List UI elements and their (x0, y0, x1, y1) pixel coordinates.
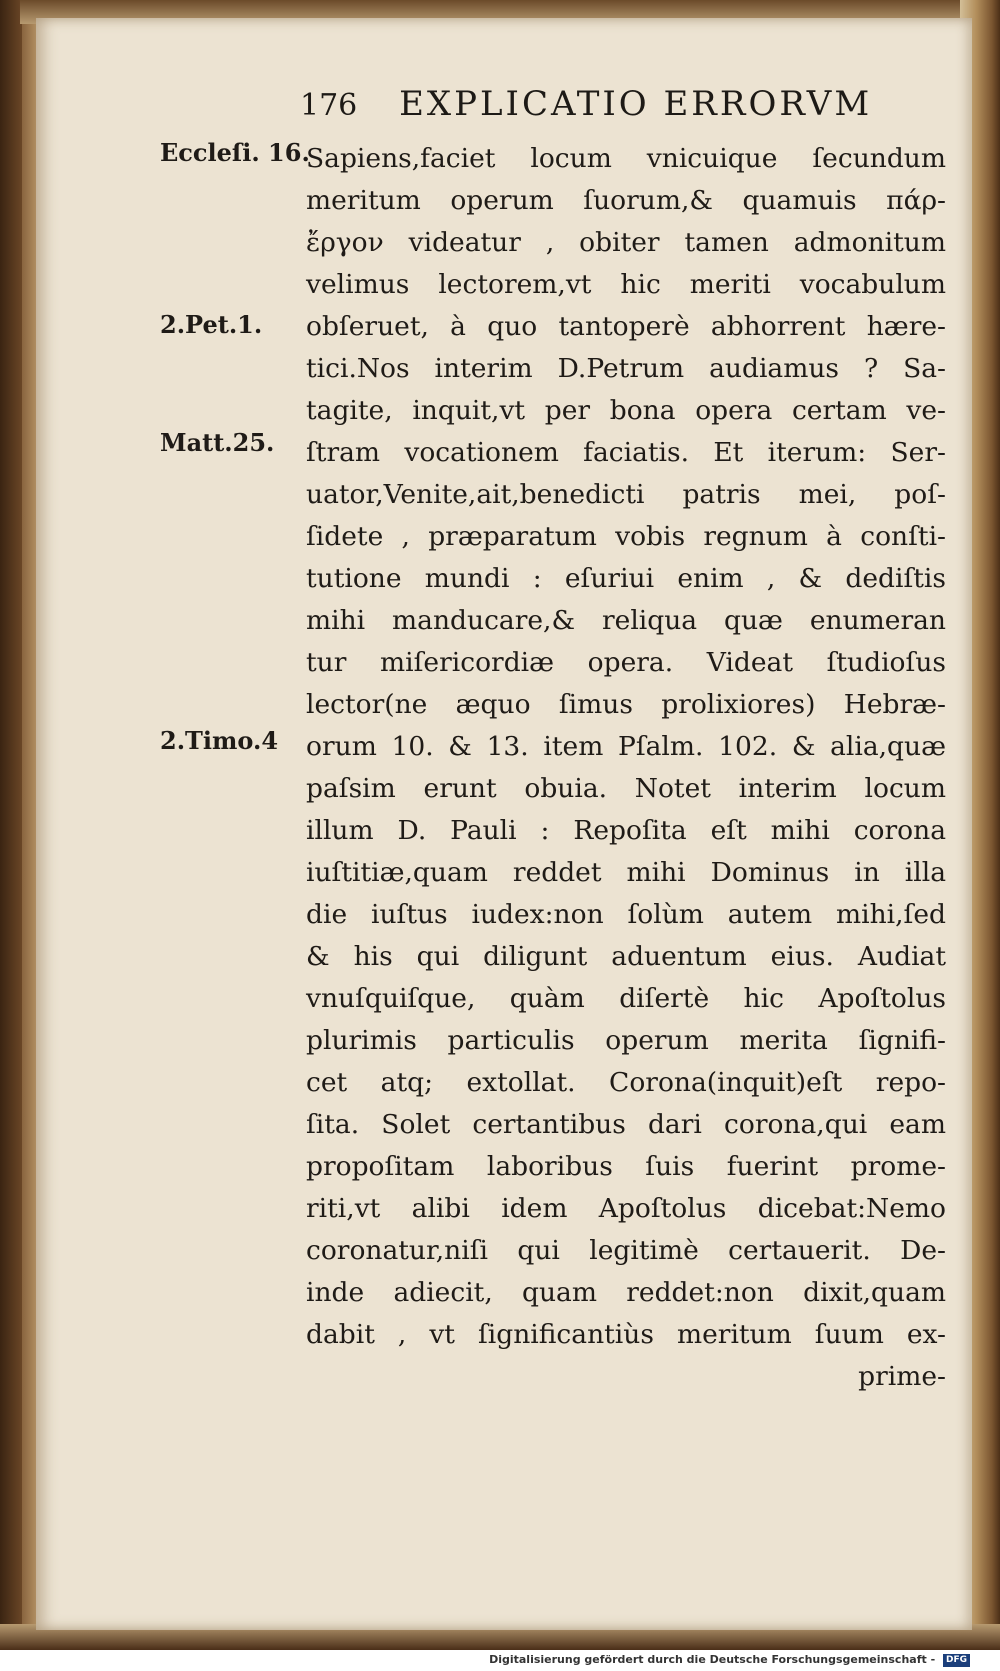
text-line: vnuſquiſque, quàm diſertè hic Apoſtolus (306, 983, 946, 1014)
text-line: meritum operum ſuorum,& quamuis πάρ- (306, 185, 946, 216)
running-header (300, 84, 900, 124)
text-line: tur miſericordiæ opera. Videat ſtudioſus (306, 647, 946, 678)
running-title: EXPLICATIO ERRORVM (399, 84, 873, 124)
book-spine-shadow (0, 0, 22, 1650)
margin-note-matthew: Matt.25. (160, 428, 275, 457)
footer-bar (0, 1650, 1000, 1671)
text-line: tutione mundi : eſuriui enim , & dediſtis (306, 563, 946, 594)
text-line: orum 10. & 13. item Pſalm. 102. & alia,quæ (306, 731, 946, 762)
text-line: velimus lectorem,vt hic meriti vocabulum (306, 269, 946, 300)
text-line: coronatur,niſi qui legitimè certauerit. De- (306, 1235, 946, 1266)
text-line: dabit , vt ſignificantiùs meritum ſuum ex- (306, 1319, 946, 1350)
margin-note-2-peter: 2.Pet.1. (160, 310, 263, 339)
text-line: obſeruet, à quo tantoperè abhorrent hære- (306, 311, 946, 342)
text-line: paſsim erunt obuia. Notet interim locum (306, 773, 946, 804)
text-line: cet atq; extollat. Corona(inquit)eſt repo- (306, 1067, 946, 1098)
text-line: iuſtitiæ,quam reddet mihi Dominus in illa (306, 857, 946, 888)
text-line: & his qui diligunt aduentum eius. Audiat (306, 941, 946, 972)
text-line: ſidete , præparatum vobis regnum à conſti- (306, 521, 946, 552)
text-line: Sapiens,faciet locum vnicuique ſecundum (306, 143, 946, 174)
text-line: ἔργον videatur , obiter tamen admonitum (306, 227, 946, 258)
text-line: uator,Venite,ait,benedicti patris mei, poſ- (306, 479, 946, 510)
text-line: tagite, inquit,vt per bona opera certam ve- (306, 395, 946, 426)
page-number: 176 (300, 88, 358, 123)
text-line: riti,vt alibi idem Apoſtolus dicebat:Nemo (306, 1193, 946, 1224)
margin-note-ecclesiasticus: Eccleſi. 16. (160, 138, 310, 167)
text-line: mihi manducare,& reliqua quæ enumeran (306, 605, 946, 636)
text-line: illum D. Pauli : Repoſita eſt mihi corona (306, 815, 946, 846)
text-line: lector(ne æquo ſimus prolixiores) Hebræ- (306, 689, 946, 720)
text-line: tici.Nos interim D.Petrum audiamus ? Sa- (306, 353, 946, 384)
text-line: inde adiecit, quam reddet:non dixit,quam (306, 1277, 946, 1308)
body-text (306, 138, 946, 1398)
margin-note-2-timothy: 2.Timo.4 (160, 726, 279, 755)
footer-credit (489, 1653, 970, 1667)
funding-credit: Digitalisierung gefördert durch die Deutsche Forschungsgemeinschaft - (489, 1653, 936, 1666)
text-line: propoſitam laboribus ſuis fuerint prome- (306, 1151, 946, 1182)
text-line: ſita. Solet certantibus dari corona,qui eam (306, 1109, 946, 1140)
text-line: plurimis particulis operum merita ſignifi- (306, 1025, 946, 1056)
dfg-logo: DFG (943, 1654, 970, 1667)
text-line: ſtram vocationem faciatis. Et iterum: Ser- (306, 437, 946, 468)
text-line: die iuſtus iudex:non ſolùm autem mihi,ſed (306, 899, 946, 930)
text-line: prime- (858, 1361, 946, 1392)
